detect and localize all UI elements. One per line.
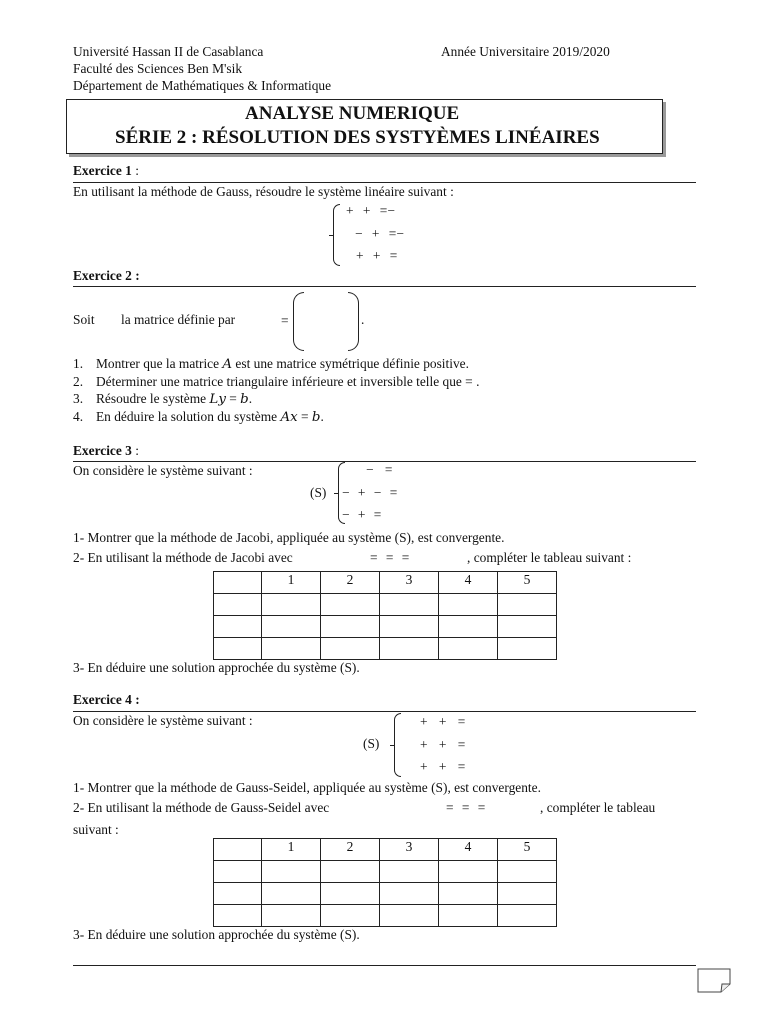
page-curl-icon bbox=[697, 968, 731, 993]
academic-year: Année Universitaire 2019/2020 bbox=[441, 44, 610, 59]
table-header-row bbox=[214, 839, 557, 861]
system-row-1: + + =− bbox=[346, 203, 395, 218]
table-row bbox=[214, 905, 557, 927]
question-1: 1- Montrer que la méthode de Gauss-Seidel, appliquée au système (S), est convergente. bbox=[73, 780, 541, 795]
table-header-cell: 5 bbox=[498, 572, 557, 594]
initial-values: = = = bbox=[370, 550, 410, 565]
list-item: Déterminer une matrice triangulaire inférieure et inversible telle que = . bbox=[96, 374, 480, 389]
list-item-number: 3. bbox=[73, 391, 84, 406]
question-2-end: , compléter le tableau suivant : bbox=[467, 550, 632, 565]
system-row-3: + + = bbox=[420, 759, 466, 774]
jacobi-table bbox=[213, 571, 557, 660]
footer-divider bbox=[73, 965, 696, 966]
question-2-start: 2- En utilisant la méthode de Jacobi avec bbox=[73, 550, 293, 565]
list-item-number: 4. bbox=[73, 409, 84, 424]
list-item: Résoudre le système 𝐿𝑦 = 𝑏. bbox=[96, 391, 253, 406]
exercise-3-intro: On considère le système suivant : bbox=[73, 463, 253, 478]
table-row bbox=[214, 861, 557, 883]
system-brace bbox=[333, 204, 340, 266]
table-row bbox=[214, 638, 557, 660]
exercise-2-title: Exercice 2 : bbox=[73, 268, 140, 283]
exercise-3-title: Exercice 3 : bbox=[73, 443, 139, 458]
soit-text: Soit bbox=[73, 312, 95, 327]
initial-values: = = = bbox=[446, 800, 486, 815]
system-row-3: − + = bbox=[342, 507, 382, 522]
table-header-cell: 1 bbox=[262, 839, 321, 861]
department-name: Département de Mathématiques & Informatique bbox=[73, 78, 332, 93]
table-cell bbox=[214, 839, 262, 861]
system-row-2: + + = bbox=[420, 737, 466, 752]
university-name: Université Hassan II de Casablanca bbox=[73, 44, 264, 59]
question-2-end: , compléter le tableau bbox=[540, 800, 656, 815]
table-row bbox=[214, 616, 557, 638]
system-label: (S) bbox=[363, 736, 380, 751]
faculty-name: Faculté des Sciences Ben M'sik bbox=[73, 61, 243, 76]
table-header-cell: 4 bbox=[439, 572, 498, 594]
exercise-1-title: Exercice 1 : bbox=[73, 163, 139, 178]
list-item: En déduire la solution du système 𝐴𝑥 = 𝑏. bbox=[96, 409, 324, 424]
exercise-1-statement: En utilisant la méthode de Gauss, résoudre le système linéaire suivant : bbox=[73, 184, 454, 199]
list-item-number: 2. bbox=[73, 374, 84, 389]
page-subtitle: SÉRIE 2 : RÉSOLUTION DES SYSTYÈMES LINÉAIRES bbox=[115, 127, 600, 148]
matrix-left-paren bbox=[293, 292, 304, 351]
table-row bbox=[214, 594, 557, 616]
table-header-cell: 1 bbox=[262, 572, 321, 594]
gauss-seidel-table bbox=[213, 838, 557, 927]
system-row-3: + + = bbox=[356, 248, 398, 263]
system-label: (S) bbox=[310, 485, 327, 500]
divider bbox=[73, 711, 696, 712]
question-2-continued: suivant : bbox=[73, 822, 119, 837]
equals-sign: = bbox=[281, 313, 289, 328]
table-header-cell: 2 bbox=[321, 572, 380, 594]
table-header-cell: 3 bbox=[380, 572, 439, 594]
question-3: 3- En déduire une solution approchée du système (S). bbox=[73, 660, 360, 675]
system-row-1: + + = bbox=[420, 714, 466, 729]
list-item: Montrer que la matrice 𝐴 est une matrice symétrique définie positive. bbox=[96, 356, 469, 371]
question-3: 3- En déduire une solution approchée du système (S). bbox=[73, 927, 360, 942]
exercise-4-intro: On considère le système suivant : bbox=[73, 713, 253, 728]
system-row-1: − = bbox=[366, 462, 393, 477]
table-header-cell: 3 bbox=[380, 839, 439, 861]
question-1: 1- Montrer que la méthode de Jacobi, appliquée au système (S), est convergente. bbox=[73, 530, 505, 545]
table-row bbox=[214, 883, 557, 905]
page-title: ANALYSE NUMERIQUE bbox=[245, 103, 460, 124]
question-2-start: 2- En utilisant la méthode de Gauss-Seidel avec bbox=[73, 800, 330, 815]
matrix-definition-text: la matrice définie par bbox=[121, 312, 236, 327]
table-header-cell: 4 bbox=[439, 839, 498, 861]
table-cell bbox=[214, 572, 262, 594]
matrix-right-paren bbox=[348, 292, 359, 351]
divider bbox=[73, 286, 696, 287]
divider bbox=[73, 182, 696, 183]
title-box bbox=[66, 99, 663, 154]
table-header-cell: 2 bbox=[321, 839, 380, 861]
system-brace bbox=[394, 713, 401, 777]
list-item-number: 1. bbox=[73, 356, 84, 371]
period: . bbox=[361, 312, 365, 327]
table-header-cell: 5 bbox=[498, 839, 557, 861]
system-row-2: − + =− bbox=[355, 226, 404, 241]
system-row-2: − + − = bbox=[342, 485, 398, 500]
table-header-row bbox=[214, 572, 557, 594]
exercise-4-title: Exercice 4 : bbox=[73, 692, 140, 707]
